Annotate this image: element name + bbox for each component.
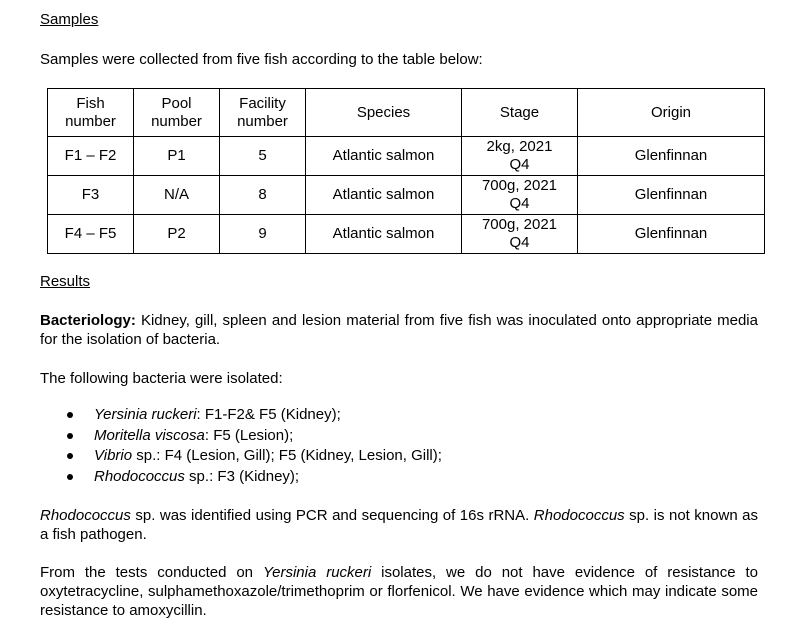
bacteriology-text: Kidney, gill, spleen and lesion material from five fish was inoculated onto appropriate media for the isolation of bacteria.	[40, 312, 758, 348]
organism-name: Rhodococcus	[94, 467, 185, 485]
bacteria-list	[40, 405, 442, 487]
table-row	[48, 137, 765, 176]
cell-pool: N/A	[134, 176, 220, 215]
cell-pool: P1	[134, 137, 220, 176]
isolated-intro: The following bacteria were isolated:	[40, 370, 283, 387]
samples-table	[47, 88, 765, 254]
bacteriology-label: Bacteriology:	[40, 312, 136, 329]
header-species: Species	[306, 89, 462, 137]
resistance-paragraph: From the tests conducted on Yersinia ruckeri isolates, we do not have evidence of resistance to oxytetracycline, sulphamethoxazole/trimethoprim or florfenicol. We have evidence which may indicate some resistance to amoxycillin.	[40, 564, 759, 619]
cell-facility: 8	[220, 176, 306, 215]
bacteriology-paragraph	[40, 311, 758, 349]
cell-species: Atlantic salmon	[306, 215, 462, 254]
header-pool-number: Pool number	[134, 89, 220, 137]
cell-facility: 5	[220, 137, 306, 176]
table-row	[48, 176, 765, 215]
cell-pool: P2	[134, 215, 220, 254]
list-item: Vibrio sp.: F4 (Lesion, Gill); F5 (Kidney, Lesion, Gill);	[40, 446, 442, 467]
organism-name: Yersinia ruckeri	[94, 406, 197, 423]
cell-fish: F3	[48, 176, 134, 215]
cell-origin: Glenfinnan	[578, 176, 765, 215]
rhodococcus-paragraph: Rhodococcus sp. was identified using PCR and sequencing of 16s rRNA. Rhodococcus sp. is not known as a fish pathogen.	[40, 507, 758, 543]
header-stage: Stage	[462, 89, 578, 137]
cell-species: Atlantic salmon	[306, 176, 462, 215]
header-facility-number: Facility number	[220, 89, 306, 137]
table-header-row	[48, 89, 765, 137]
cell-origin: Glenfinnan	[578, 215, 765, 254]
samples-intro: Samples were collected from five fish according to the table below:	[40, 51, 483, 68]
cell-fish: F4 – F5	[48, 215, 134, 254]
cell-stage: 700g, 2021 Q4	[462, 215, 578, 254]
cell-fish: F1 – F2	[48, 137, 134, 176]
cell-origin: Glenfinnan	[578, 137, 765, 176]
list-item: Yersinia ruckeri: F1-F2& F5 (Kidney);	[40, 405, 442, 426]
samples-heading: Samples	[40, 11, 99, 28]
cell-stage: 2kg, 2021 Q4	[462, 137, 578, 176]
organism-name: Vibrio	[94, 447, 133, 464]
table-row	[48, 215, 765, 254]
list-item: Rhodococcus sp.: F3 (Kidney);	[40, 467, 442, 488]
cell-facility: 9	[220, 215, 306, 254]
header-origin: Origin	[578, 89, 765, 137]
cell-species: Atlantic salmon	[306, 137, 462, 176]
list-item: Moritella viscosa: F5 (Lesion);	[40, 426, 442, 447]
results-heading: Results	[40, 273, 91, 290]
organism-name: Moritella viscosa	[94, 426, 205, 444]
cell-stage: 700g, 2021 Q4	[462, 176, 578, 215]
header-fish-number: Fish number	[48, 89, 134, 137]
